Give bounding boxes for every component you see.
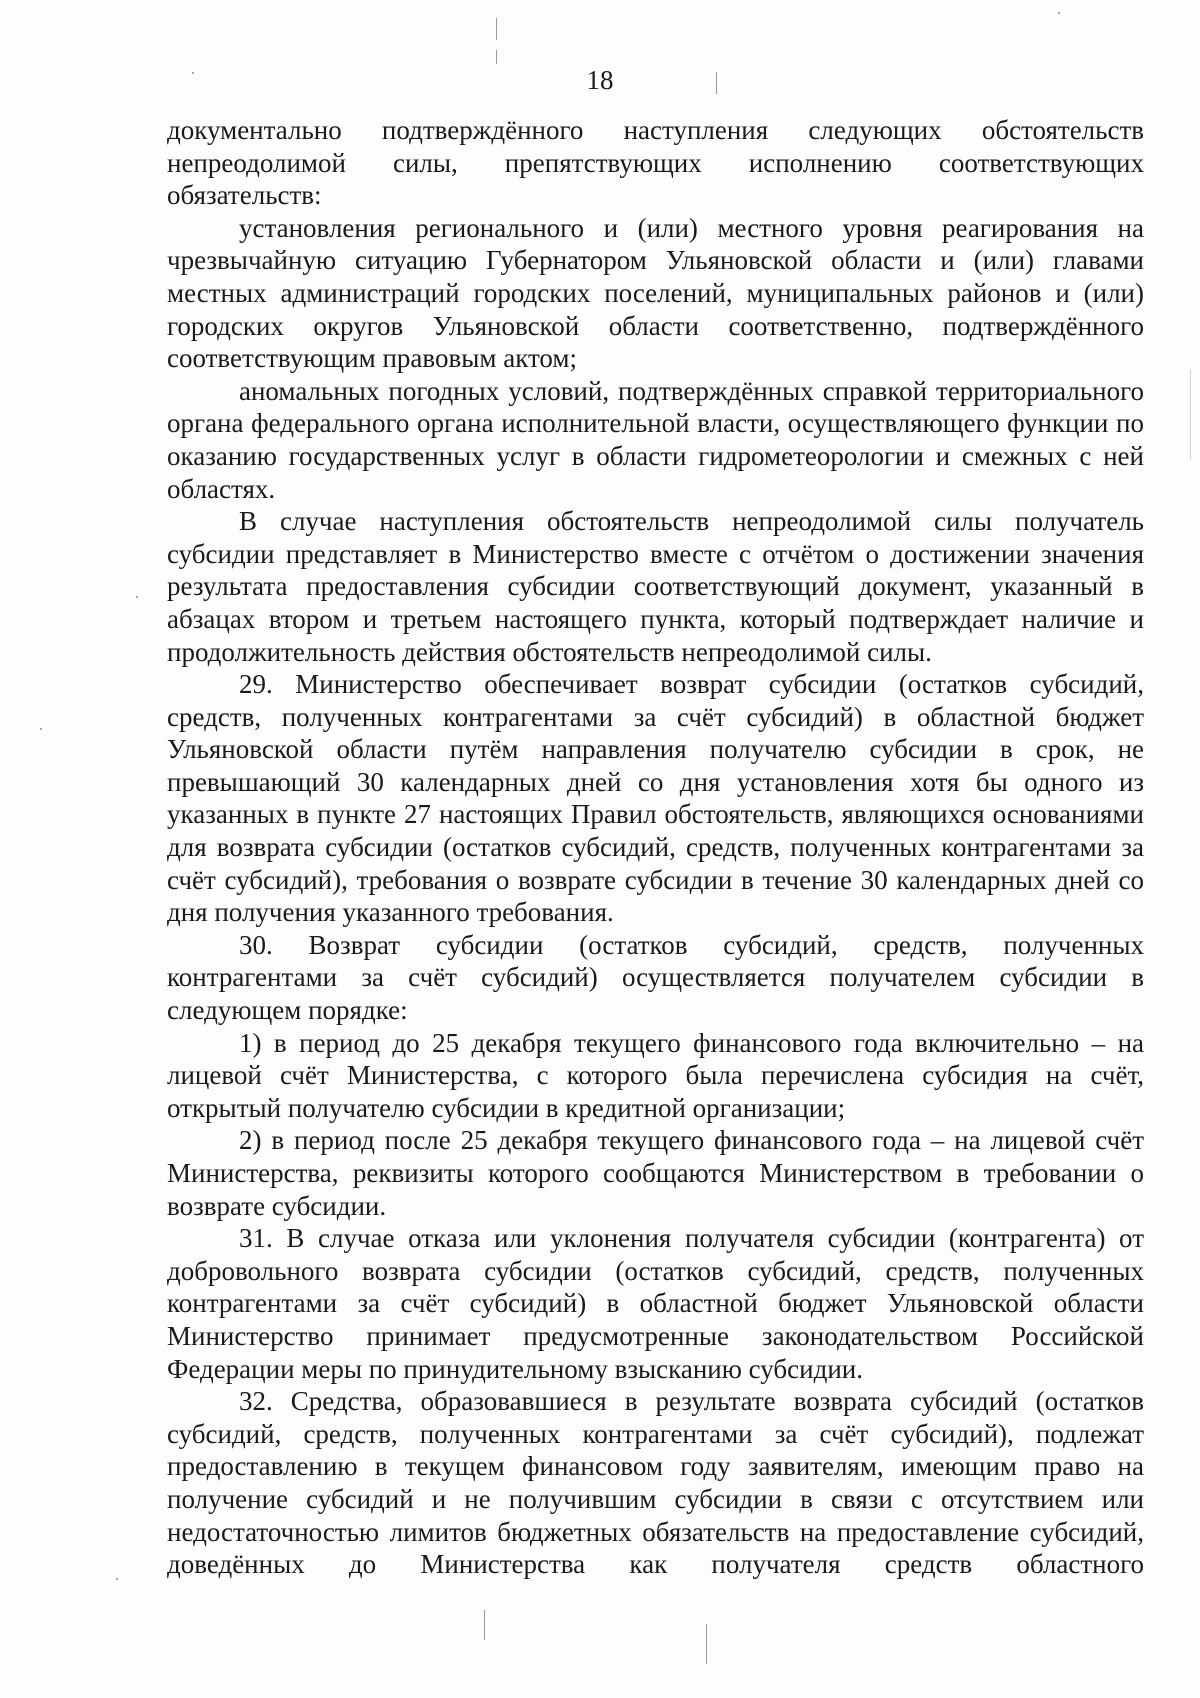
scan-artifact-line xyxy=(496,18,497,40)
paragraph-abnormal-weather: аномальных погодных условий, подтверждённых справкой территориального органа федерального органа исполнительной власти, осуществляющего функции по оказанию государственных услуг в области гидрометеорологии и смежных с ней областях. xyxy=(167,375,1144,504)
scan-artifact-line xyxy=(496,50,497,64)
scan-artifact-speck xyxy=(136,596,138,598)
paragraph-continuation: документально подтверждённого наступления следующих обстоятельств непреодолимой силы, препятствующих исполнению соответствующих обязательств: xyxy=(167,115,1144,211)
scan-artifact-speck xyxy=(40,728,42,730)
paragraph-clause-31: 31. В случае отказа или уклонения получателя субсидии (контрагента) от добровольного возврата субсидии (остатков субсидий, средств, полученных контрагентами за счёт субсидий) в областной бюджет Ульяновской области Министерство принимает предусмотренные законодательством Российской Федерации меры по принудительному взысканию субсидии. xyxy=(167,1223,1144,1384)
paragraph-clause-29: 29. Министерство обеспечивает возврат субсидии (остатков субсидий, средств, полученных контрагентами за счёт субсидий) в областной бюджет Ульяновской области путём направления получателю субсидии в срок, не превышающий 30 календарных дней со дня установления хотя бы одного из указанных в пункте 27 настоящих Правил обстоятельств, являющихся основаниями для возврата субсидии (остатков субсидий, средств, полученных контрагентами за счёт субсидий), требования о возврате субсидии в течение 30 календарных дней со дня получения указанного требования. xyxy=(167,669,1144,928)
paragraph-clause-30: 30. Возврат субсидии (остатков субсидий, средств, полученных контрагентами за счёт субсидий) осуществляется получателем субсидии в следующем порядке: xyxy=(167,929,1144,1026)
scan-artifact-speck xyxy=(1058,12,1060,14)
scan-artifact-speck xyxy=(116,1578,118,1580)
scan-artifact-line xyxy=(484,1610,485,1640)
paragraph-force-majeure-report: В случае наступления обстоятельств непреодолимой силы получатель субсидии представляет в Министерство вместе с отчётом о достижении значения результата предоставления субсидии соответствующий документ, указанный в абзацах втором и третьем настоящего пункта, который подтверждает наличие и продолжительность действия обстоятельств непреодолимой силы. xyxy=(167,506,1144,667)
paragraph-clause-30-item-1: 1) в период до 25 декабря текущего финансового года включительно – на лицевой счёт Министерства, с которого была перечислена субсидия на счёт, открытый получателю субсидии в кредитной организации; xyxy=(167,1027,1144,1123)
document-body xyxy=(167,114,1144,1581)
paragraph-emergency-response: установления регионального и (или) местного уровня реагирования на чрезвычайную ситуацию Губернатором Ульяновской области и (или) главами местных администраций городских поселений, муниципальных районов и (или) городских округов Ульяновской области соответственно, подтверждённого соответствующим правовым актом; xyxy=(167,212,1144,374)
page-number: 18 xyxy=(586,65,614,95)
scan-artifact-line xyxy=(1190,370,1191,460)
paragraph-clause-30-item-2: 2) в период после 25 декабря текущего финансового года – на лицевой счёт Министерства, реквизиты которого сообщаются Министерством в требовании о возврате субсидии. xyxy=(167,1125,1144,1221)
paragraph-clause-32: 32. Средства, образовавшиеся в результате возврата субсидий (остатков субсидий, средств, полученных контрагентами за счёт субсидий), подлежат предоставлению в текущем финансовом году заявителям, имеющим право на получение субсидий и не получившим субсидии в связи с отсутствием или недостаточностью лимитов бюджетных обязательств на предоставление субсидий, доведённых до Министерства как получателя средств областного xyxy=(167,1386,1144,1580)
scan-artifact-line xyxy=(706,1624,707,1664)
